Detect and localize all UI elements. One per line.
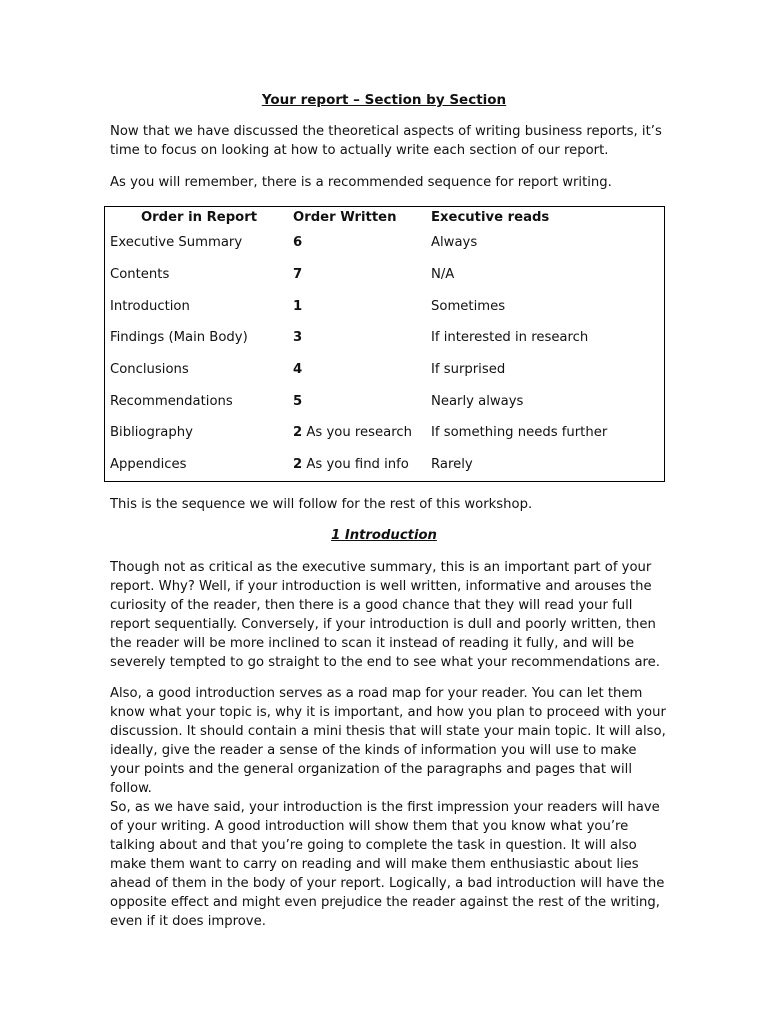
order-number: 2 xyxy=(293,457,303,473)
body-paragraph: So, as we have said, your introduction is the first impression your readers will have of your writing. A good introduction will show them that you know what you’re talking about and that you’re going to complete the task in question. It will also make them want to carry on reading and will make them enthusiastic about lies ahead of them in the body of your report. Logically, a bad introduction will have the opposite effect and might even prejudice the reader against the rest of the writing, even if it does improve. xyxy=(110,800,665,929)
order-number: 2 xyxy=(293,425,303,441)
order-number: 3 xyxy=(293,330,303,346)
order-cell xyxy=(288,322,426,354)
order-note: As you research xyxy=(302,425,412,441)
reads-cell: Nearly always xyxy=(431,393,524,409)
reads-cell: Rarely xyxy=(431,457,473,473)
order-cell xyxy=(288,354,426,386)
table-row xyxy=(105,417,665,449)
table-row xyxy=(105,290,665,322)
table-row xyxy=(105,385,665,417)
body-paragraph: Also, a good introduction serves as a road map for your reader. You can let them know what your topic is, why it is important, and how you plan to proceed with your discussion. It should contain a mini thesis that will state your main topic. It will also, ideally, give the reader a sense of the kinds of information you will use to make your points and the general organization of the paragraphs and pages that will follow. xyxy=(110,686,666,796)
order-cell xyxy=(288,227,426,259)
body-paragraph: Though not as critical as the executive summary, this is an important part of your report. Why? Well, if your introduction is well written, informative and arouses the curiosity of the reader, then there is a good chance that they will read your full report sequentially. Conversely, if your introduction is dull and poorly written, then the reader will be more inclined to scan it instead of reading it fully, and will be severely tempted to go straight to the end to see what your recommendations are. xyxy=(110,560,660,670)
intro-paragraph: Now that we have discussed the theoretical aspects of writing business reports, it’s time to focus on looking at how to actually write each section of our report. xyxy=(110,124,662,158)
order-cell xyxy=(288,290,426,322)
column-header-order-written: Order Written xyxy=(293,209,397,225)
order-cell xyxy=(288,417,426,449)
section-cell: Findings (Main Body) xyxy=(110,330,248,346)
table-row xyxy=(105,259,665,291)
section-cell: Appendices xyxy=(110,457,187,473)
order-number: 1 xyxy=(293,298,303,314)
table-header-row xyxy=(105,207,665,228)
intro-paragraph: As you will remember, there is a recommended sequence for report writing. xyxy=(110,175,612,190)
table-row xyxy=(105,322,665,354)
section-cell: Bibliography xyxy=(110,425,193,441)
table-row xyxy=(105,354,665,386)
order-number: 5 xyxy=(293,393,303,409)
page-title: Your report – Section by Section xyxy=(261,92,507,108)
after-table-text: This is the sequence we will follow for the rest of this workshop. xyxy=(110,497,533,512)
section-cell: Executive Summary xyxy=(110,235,243,251)
section-cell: Recommendations xyxy=(110,393,233,409)
reads-cell: Always xyxy=(431,235,478,251)
column-header-order-in-report: Order in Report xyxy=(140,209,258,225)
order-note: As you find info xyxy=(302,457,409,473)
table-row xyxy=(105,449,665,481)
order-cell xyxy=(288,259,426,291)
section-cell: Contents xyxy=(110,267,170,283)
reads-cell: N/A xyxy=(431,267,455,283)
order-number: 6 xyxy=(293,235,303,251)
section-cell: Conclusions xyxy=(110,362,189,378)
order-number: 7 xyxy=(293,267,303,283)
order-cell xyxy=(288,385,426,417)
section-heading: 1 Introduction xyxy=(331,528,437,543)
table-row xyxy=(105,227,665,259)
reads-cell: If interested in research xyxy=(431,330,589,346)
report-sequence-table xyxy=(104,206,665,482)
column-header-executive-reads: Executive reads xyxy=(431,209,550,225)
reads-cell: Sometimes xyxy=(431,298,506,314)
reads-cell: If something needs further xyxy=(431,425,608,441)
reads-cell: If surprised xyxy=(431,362,506,378)
order-number: 4 xyxy=(293,362,303,378)
section-cell: Introduction xyxy=(110,298,190,314)
order-cell xyxy=(288,449,426,481)
